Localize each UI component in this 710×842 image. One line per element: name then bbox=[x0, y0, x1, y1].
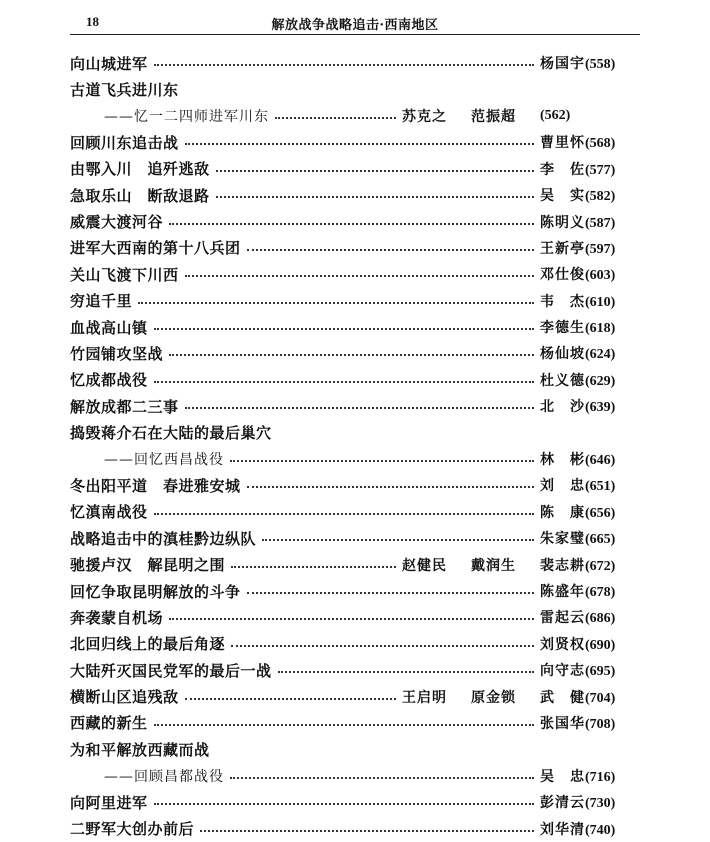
author-page bbox=[540, 502, 640, 522]
dot-leader bbox=[216, 196, 534, 198]
toc-entry bbox=[70, 367, 640, 393]
entry-title: 血战高山镇 bbox=[70, 318, 148, 337]
toc-entry bbox=[70, 710, 640, 736]
author-name: 杨国宇 bbox=[540, 56, 585, 73]
page-ref: (629) bbox=[585, 373, 616, 389]
entry-title: 驰援卢汉 解昆明之围 bbox=[70, 556, 226, 575]
dot-leader bbox=[169, 618, 534, 620]
entry-subtitle: ——回忆西昌战役 bbox=[104, 452, 224, 469]
author-page bbox=[540, 291, 640, 311]
author-name: 雷起云 bbox=[540, 610, 585, 627]
dot-leader bbox=[247, 249, 534, 251]
author-name: 李德生 bbox=[540, 320, 585, 337]
entry-title: 北回归线上的最后角逐 bbox=[70, 635, 226, 654]
dot-leader bbox=[275, 117, 396, 119]
co-author: 范振超 bbox=[471, 108, 516, 125]
author-name: 韦 杰 bbox=[540, 293, 585, 310]
dot-leader bbox=[185, 407, 534, 409]
toc-subtitle-row bbox=[70, 446, 640, 472]
toc-entry bbox=[70, 261, 640, 287]
toc-subtitle-row bbox=[70, 763, 640, 789]
co-author: 赵健民 bbox=[402, 557, 447, 574]
page-ref: (558) bbox=[585, 57, 616, 73]
toc-entry bbox=[70, 525, 640, 551]
author-name: 杨仙坡 bbox=[540, 346, 585, 363]
author-page bbox=[540, 607, 640, 627]
page-ref: (562) bbox=[540, 108, 571, 124]
author-page bbox=[540, 317, 640, 337]
toc-entry bbox=[70, 578, 640, 604]
author-page bbox=[540, 634, 640, 654]
author-page bbox=[540, 660, 640, 680]
author-page bbox=[540, 238, 640, 258]
page-ref: (651) bbox=[585, 479, 616, 495]
author-name: 彭清云 bbox=[540, 795, 585, 812]
entry-title: 向阿里进军 bbox=[70, 793, 148, 812]
dot-leader bbox=[262, 539, 534, 541]
dot-leader bbox=[169, 223, 534, 225]
author-name: 裴志耕 bbox=[540, 557, 585, 574]
toc-entry bbox=[70, 393, 640, 419]
author-name: 王新亭 bbox=[540, 240, 585, 257]
dot-leader bbox=[231, 645, 534, 647]
page-ref: (690) bbox=[585, 637, 616, 653]
toc-entry bbox=[70, 129, 640, 155]
dot-leader bbox=[185, 275, 534, 277]
header-rule bbox=[70, 34, 640, 35]
toc-entry bbox=[70, 631, 640, 657]
entry-title: 回顾川东追击战 bbox=[70, 133, 179, 152]
author-page bbox=[540, 185, 640, 205]
author-page bbox=[540, 343, 640, 363]
author-name: 林 彬 bbox=[540, 452, 585, 469]
dot-leader bbox=[200, 830, 534, 832]
entry-title: 穷追千里 bbox=[70, 292, 133, 311]
author-name: 邓仕俊 bbox=[540, 267, 585, 284]
dot-leader bbox=[231, 566, 396, 568]
dot-leader bbox=[154, 64, 534, 66]
entry-title: 大陆歼灭国民党军的最后一战 bbox=[70, 661, 272, 680]
toc-entry bbox=[70, 551, 640, 577]
entry-title: 关山飞渡下川西 bbox=[70, 265, 179, 284]
author-page bbox=[540, 132, 640, 152]
toc-entry bbox=[70, 499, 640, 525]
toc-entry bbox=[70, 340, 640, 366]
author-name: 吴 实 bbox=[540, 188, 585, 205]
entry-title: 急取乐山 断敌退路 bbox=[70, 186, 210, 205]
page-ref: (624) bbox=[585, 347, 616, 363]
entry-title: 为和平解放西藏而战 bbox=[70, 740, 210, 759]
author-page bbox=[540, 475, 640, 495]
author-page bbox=[540, 264, 640, 284]
page-ref: (730) bbox=[585, 796, 616, 812]
dot-leader bbox=[185, 698, 396, 700]
toc-entry bbox=[70, 50, 640, 76]
dot-leader bbox=[185, 143, 534, 145]
dot-leader bbox=[247, 486, 534, 488]
author-name: 陈盛年 bbox=[540, 584, 585, 600]
entry-title: 古道飞兵进川东 bbox=[70, 81, 179, 100]
page-header bbox=[70, 14, 640, 36]
author-name: 曹里怀 bbox=[540, 135, 585, 152]
author-name: 向守志 bbox=[540, 663, 585, 680]
toc-entry bbox=[70, 472, 640, 498]
page-ref: (686) bbox=[585, 611, 616, 627]
dot-leader bbox=[154, 803, 534, 805]
toc-entry bbox=[70, 208, 640, 234]
page-ref: (568) bbox=[585, 136, 616, 152]
dot-leader bbox=[154, 724, 534, 726]
entry-title: 二野军大创办前后 bbox=[70, 820, 195, 839]
toc-entry bbox=[70, 235, 640, 261]
entry-title: 解放成都二三事 bbox=[70, 397, 179, 416]
entry-title: 忆滇南战役 bbox=[70, 503, 148, 522]
page-number: 18 bbox=[86, 14, 99, 29]
dot-leader bbox=[138, 302, 534, 304]
toc-entry bbox=[70, 76, 640, 102]
author-name: 朱家璧 bbox=[540, 531, 585, 548]
entry-subtitle: ——忆一二四师进军川东 bbox=[104, 108, 269, 125]
page-ref: (708) bbox=[585, 716, 616, 732]
page-ref: (695) bbox=[585, 664, 616, 680]
author-name: 刘 忠 bbox=[540, 478, 585, 495]
entry-title: 进军大西南的第十八兵团 bbox=[70, 239, 241, 258]
toc-entry bbox=[70, 156, 640, 182]
entry-title: 由鄂入川 追歼逃敌 bbox=[70, 160, 210, 179]
dot-leader bbox=[154, 513, 534, 515]
page-ref: (639) bbox=[585, 400, 616, 416]
page-ref: (646) bbox=[585, 453, 616, 469]
author-page bbox=[540, 766, 640, 786]
entry-title: 捣毁蒋介石在大陆的最后巢穴 bbox=[70, 424, 272, 443]
page-ref: (716) bbox=[585, 769, 616, 785]
author-page bbox=[540, 581, 640, 601]
entry-title: 横断山区追残敌 bbox=[70, 688, 179, 707]
dot-leader bbox=[247, 592, 534, 594]
page-ref: (678) bbox=[585, 585, 616, 600]
author-page bbox=[540, 370, 640, 390]
dot-leader bbox=[278, 671, 534, 673]
co-author: 王启明 bbox=[402, 689, 447, 706]
page-ref: (597) bbox=[585, 241, 616, 257]
page-ref: (656) bbox=[585, 505, 616, 521]
running-title: 解放战争战略追击·西南地区 bbox=[271, 18, 439, 33]
author-page bbox=[540, 528, 640, 548]
dot-leader bbox=[169, 354, 534, 356]
table-of-contents bbox=[70, 50, 640, 842]
author-name: 吴 忠 bbox=[540, 768, 585, 785]
entry-title: 忆成都战役 bbox=[70, 371, 148, 390]
author-name: 陈 康 bbox=[540, 504, 585, 521]
author-page bbox=[540, 449, 640, 469]
page-ref: (665) bbox=[585, 532, 616, 548]
author-name: 武 健 bbox=[540, 689, 585, 706]
co-author: 苏克之 bbox=[402, 108, 447, 125]
dot-leader bbox=[216, 170, 534, 172]
author-page bbox=[540, 687, 640, 707]
co-author: 戴润生 bbox=[471, 557, 516, 574]
toc-entry bbox=[70, 288, 640, 314]
page-ref: (603) bbox=[585, 268, 616, 284]
page-ref: (740) bbox=[585, 822, 616, 838]
author-name: 刘华清 bbox=[540, 821, 585, 838]
toc-entry bbox=[70, 789, 640, 815]
author-page bbox=[540, 819, 640, 839]
author-page bbox=[540, 53, 640, 73]
toc-entry bbox=[70, 604, 640, 630]
author-page bbox=[540, 159, 640, 179]
author-name: 张国华 bbox=[540, 715, 585, 732]
toc-subtitle-row bbox=[70, 103, 640, 129]
co-author: 原金锁 bbox=[471, 689, 516, 706]
author-page bbox=[540, 212, 640, 232]
author-name: 刘贤权 bbox=[540, 636, 585, 653]
page-ref: (704) bbox=[585, 690, 616, 706]
entry-title: 向山城进军 bbox=[70, 54, 148, 73]
author-page bbox=[540, 713, 640, 733]
toc-entry bbox=[70, 314, 640, 340]
toc-entry bbox=[70, 736, 640, 762]
page-ref: (610) bbox=[585, 294, 616, 310]
toc-entry bbox=[70, 182, 640, 208]
toc-entry bbox=[70, 815, 640, 841]
toc-entry bbox=[70, 419, 640, 445]
author-name: 杜义德 bbox=[540, 372, 585, 389]
author-page bbox=[540, 107, 640, 124]
entry-subtitle: ——回顾昌都战役 bbox=[104, 768, 224, 785]
entry-title: 回忆争取昆明解放的斗争 bbox=[70, 582, 241, 601]
entry-title: 威震大渡河谷 bbox=[70, 213, 164, 232]
author-page bbox=[540, 396, 640, 416]
entry-title: 竹园铺攻坚战 bbox=[70, 344, 164, 363]
entry-title: 西藏的新生 bbox=[70, 714, 148, 733]
entry-title: 奔袭蒙自机场 bbox=[70, 608, 164, 627]
dot-leader bbox=[154, 328, 534, 330]
author-name: 李 佐 bbox=[540, 161, 585, 178]
page-ref: (582) bbox=[585, 189, 616, 205]
author-name: 北 沙 bbox=[540, 399, 585, 416]
author-page bbox=[540, 555, 640, 575]
page-ref: (618) bbox=[585, 321, 616, 337]
author-page bbox=[540, 792, 640, 812]
entry-title: 战略追击中的滇桂黔边纵队 bbox=[70, 529, 257, 548]
dot-leader bbox=[230, 777, 534, 779]
dot-leader bbox=[230, 460, 534, 462]
toc-entry bbox=[70, 657, 640, 683]
dot-leader bbox=[154, 381, 534, 383]
page-ref: (577) bbox=[585, 162, 616, 178]
page-ref: (672) bbox=[585, 558, 616, 574]
entry-title: 冬出阳平道 春进雅安城 bbox=[70, 476, 241, 495]
toc-entry bbox=[70, 683, 640, 709]
page-ref: (587) bbox=[585, 215, 616, 231]
author-name: 陈明义 bbox=[540, 214, 585, 231]
